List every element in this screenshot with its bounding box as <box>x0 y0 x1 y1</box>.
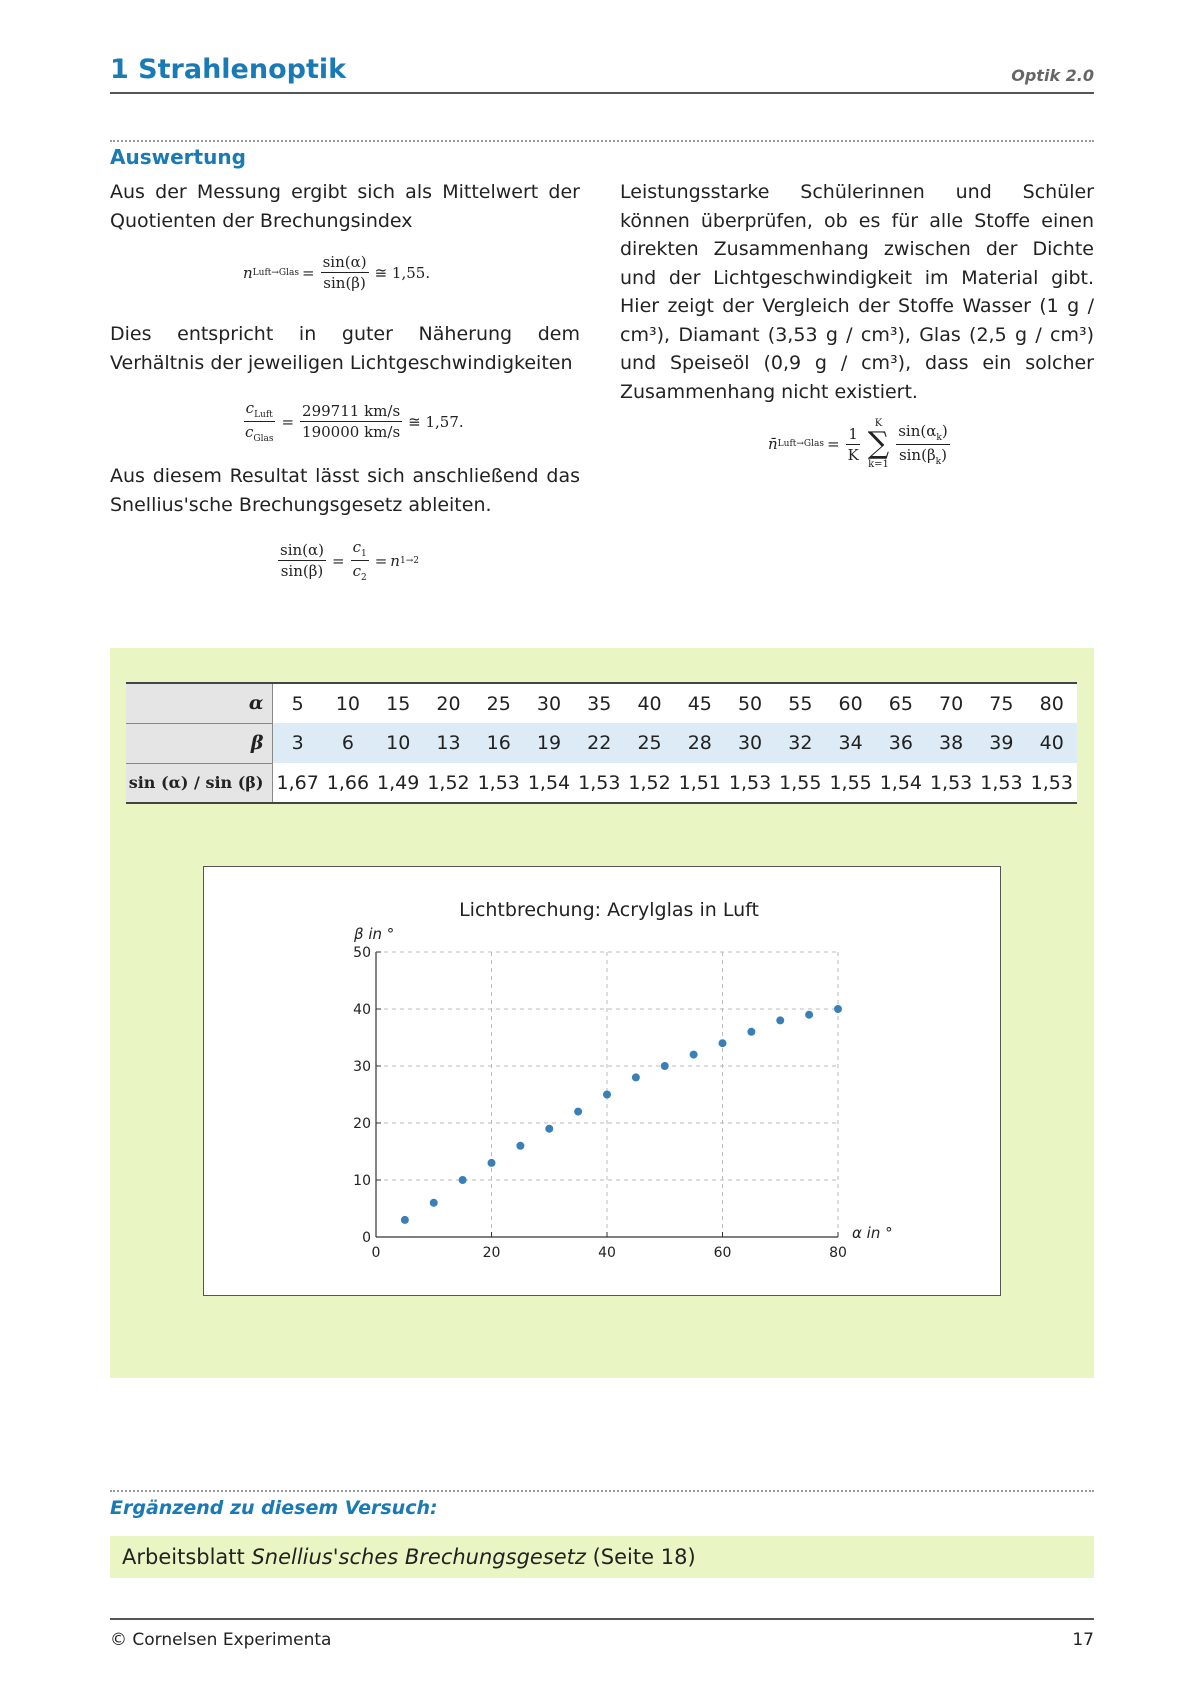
data-point <box>545 1125 553 1133</box>
formula-refractive-index: n Luft→Glas = $\frac{\sin(\alpha)}{\sin(\beta)}$ ≅ 1,55. <box>243 253 431 292</box>
ratio-cell: 1,53 <box>574 763 624 803</box>
y-tick-label: 30 <box>353 1059 371 1075</box>
page-footer <box>110 1618 1094 1648</box>
measurement-table <box>126 682 1077 804</box>
data-point <box>459 1176 467 1184</box>
beta-cell: 3 <box>272 723 323 763</box>
section-heading: Auswertung <box>110 145 246 169</box>
data-point <box>805 1011 813 1019</box>
beta-cell: 25 <box>624 723 674 763</box>
beta-cell: 10 <box>373 723 423 763</box>
formula-mean-index: n̄ Luft→Glas = $\frac{1}{K}$ K ∑ k=1 $\frac{\sin(\alpha_k)}{\sin(\beta_k)}$ <box>768 418 948 470</box>
alpha-cell: 15 <box>373 683 423 723</box>
chapter-title: 1 Strahlenoptik <box>110 54 347 85</box>
ratio-cell: 1,53 <box>474 763 524 803</box>
chart-panel <box>203 866 1001 1296</box>
ratio-cell: 1,51 <box>675 763 725 803</box>
x-axis-label: α in ° <box>852 1224 893 1242</box>
y-tick-label: 10 <box>353 1173 371 1189</box>
beta-cell: 39 <box>976 723 1026 763</box>
page-header <box>110 54 1094 94</box>
beta-cell: 34 <box>825 723 875 763</box>
book-title: Optik 2.0 <box>1011 66 1094 85</box>
ratio-cell: 1,52 <box>423 763 473 803</box>
data-point <box>719 1039 727 1047</box>
supplement-heading: Ergänzend zu diesem Versuch: <box>110 1497 438 1519</box>
alpha-cell: 65 <box>876 683 926 723</box>
ratio-cell: 1,54 <box>876 763 926 803</box>
beta-cell: 30 <box>725 723 775 763</box>
beta-cell: 13 <box>423 723 473 763</box>
beta-cell: 22 <box>574 723 624 763</box>
paragraph-light-speed-ratio: Dies entspricht in guter Näherung dem Verhältnis der jeweiligen Lichtgeschwindigkeiten <box>110 323 580 374</box>
ratio-cell: 1,55 <box>825 763 875 803</box>
table-row-alpha <box>126 683 1077 723</box>
ratio-cell: 1,66 <box>323 763 373 803</box>
beta-cell: 6 <box>323 723 373 763</box>
formula-light-speed: $\frac{c_{Luft}}{c_{Glas}}$ = $\frac{299711 km/s}{190000 km/s}$ ≅ 1,57. <box>245 399 464 444</box>
y-axis-label: β in ° <box>354 925 395 943</box>
x-tick-label: 80 <box>829 1245 847 1261</box>
beta-cell: 19 <box>524 723 574 763</box>
data-point <box>516 1142 524 1150</box>
publisher: © Cornelsen Experimenta <box>110 1630 332 1650</box>
data-point <box>632 1073 640 1081</box>
formula-snell-law: $\frac{\sin(\alpha)}{\sin(\beta)}$ = $\frac{c_1}{c_2}$ = n 1→2 <box>280 538 419 583</box>
alpha-cell: 55 <box>775 683 825 723</box>
beta-cell: 40 <box>1027 723 1077 763</box>
data-point <box>430 1199 438 1207</box>
data-point <box>834 1005 842 1013</box>
worksheet-prefix: Arbeitsblatt <box>122 1545 252 1569</box>
beta-cell: 32 <box>775 723 825 763</box>
ratio-cell: 1,52 <box>624 763 674 803</box>
data-point <box>488 1159 496 1167</box>
ratio-cell: 1,53 <box>926 763 976 803</box>
worksheet-page: (Seite 18) <box>585 1545 696 1569</box>
paragraph-mean-value: Aus der Messung ergibt sich als Mittelwert der Quotienten der Brechungsindex <box>110 181 580 232</box>
ratio-cell: 1,49 <box>373 763 423 803</box>
paragraph-density-comparison: Leistungsstarke Schülerinnen und Schüler können überprüfen, ob es für alle Stoffe einen direkten Zusammenhang zwischen der Dichte und der Lichtgeschwindigkeit im Material gibt. Hier zeigt der Vergleich der Stoffe Wasser (1 g / cm³), Diamant (3,53 g / cm³), Glas (2,5 g / cm³) und Speiseöl (0,9 g / cm³), dass ein solcher Zusammenhang nicht existiert. <box>620 181 1094 403</box>
y-tick-label: 40 <box>353 1002 371 1018</box>
table-row-ratio <box>126 763 1077 803</box>
beta-cell: 16 <box>474 723 524 763</box>
scatter-chart <box>204 867 1002 1297</box>
alpha-cell: 35 <box>574 683 624 723</box>
ratio-cell: 1,53 <box>725 763 775 803</box>
divider <box>110 140 1094 142</box>
alpha-cell: 80 <box>1027 683 1077 723</box>
ratio-cell: 1,53 <box>1027 763 1077 803</box>
row-label-ratio: sin (α) / sin (β) <box>126 763 272 803</box>
data-point <box>661 1062 669 1070</box>
alpha-cell: 60 <box>825 683 875 723</box>
alpha-cell: 30 <box>524 683 574 723</box>
page-number: 17 <box>1072 1630 1094 1650</box>
table-row-beta <box>126 723 1077 763</box>
y-tick-label: 0 <box>362 1230 371 1246</box>
paragraph-snell-law: Aus diesem Resultat lässt sich anschließend das Snellius'sche Brechungsgesetz ableiten. <box>110 465 580 516</box>
x-tick-label: 0 <box>371 1245 381 1261</box>
alpha-cell: 5 <box>272 683 323 723</box>
beta-cell: 36 <box>876 723 926 763</box>
chart-title: Lichtbrechung: Acrylglas in Luft <box>459 899 759 921</box>
alpha-cell: 10 <box>323 683 373 723</box>
row-label-alpha: α <box>126 683 272 723</box>
alpha-cell: 75 <box>976 683 1026 723</box>
alpha-cell: 70 <box>926 683 976 723</box>
alpha-cell: 45 <box>675 683 725 723</box>
data-point <box>603 1091 611 1099</box>
ratio-cell: 1,54 <box>524 763 574 803</box>
alpha-cell: 40 <box>624 683 674 723</box>
alpha-cell: 25 <box>474 683 524 723</box>
y-tick-label: 50 <box>353 945 371 961</box>
data-point <box>574 1108 582 1116</box>
data-point <box>690 1051 698 1059</box>
x-tick-label: 40 <box>598 1245 616 1261</box>
alpha-cell: 20 <box>423 683 473 723</box>
data-point <box>776 1016 784 1024</box>
data-point <box>401 1216 409 1224</box>
ratio-cell: 1,53 <box>976 763 1026 803</box>
divider <box>110 1490 1094 1492</box>
y-tick-label: 20 <box>353 1116 371 1132</box>
data-point <box>747 1028 755 1036</box>
ratio-cell: 1,55 <box>775 763 825 803</box>
supplement-box <box>110 1536 1094 1578</box>
alpha-cell: 50 <box>725 683 775 723</box>
x-tick-label: 60 <box>713 1245 732 1261</box>
beta-cell: 38 <box>926 723 976 763</box>
x-tick-label: 20 <box>482 1245 501 1261</box>
worksheet-link[interactable]: Snellius'sches Brechungsgesetz <box>251 1545 586 1569</box>
beta-cell: 28 <box>675 723 725 763</box>
row-label-beta: β <box>126 723 272 763</box>
ratio-cell: 1,67 <box>272 763 323 803</box>
